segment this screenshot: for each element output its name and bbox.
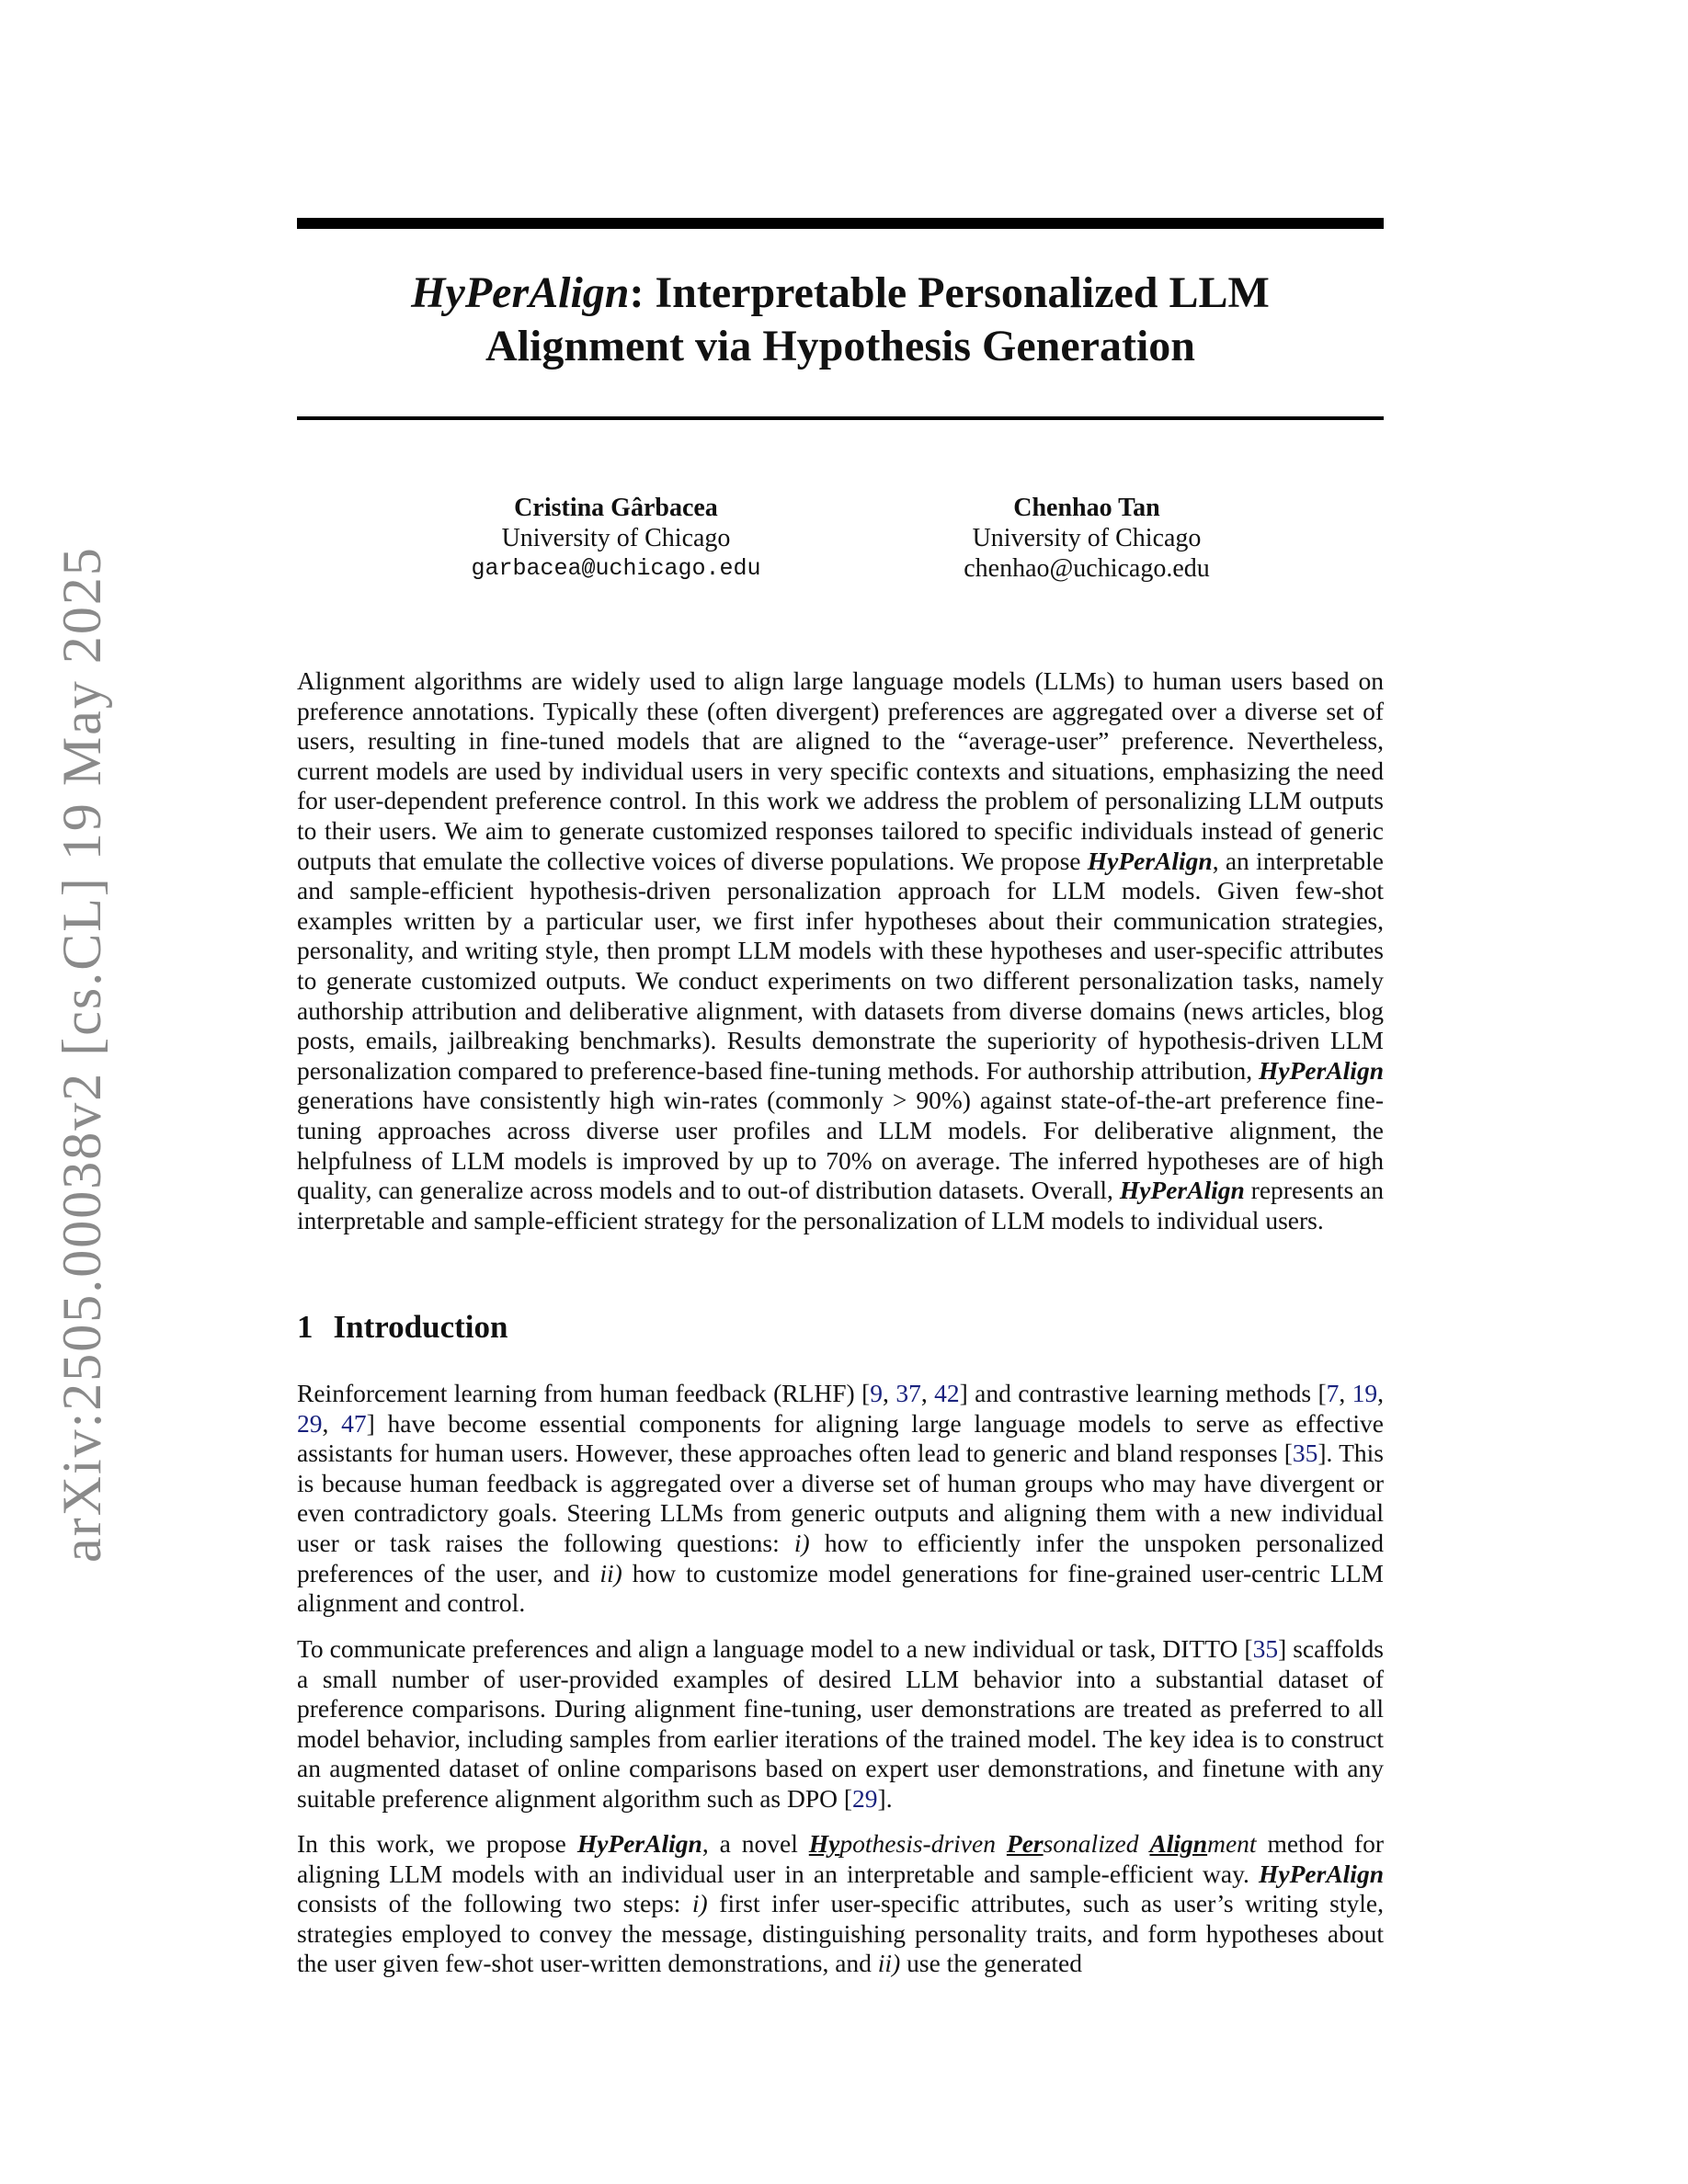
title-method-name: HyPerAlign <box>411 268 630 317</box>
author-block <box>894 493 1280 584</box>
method-name: HyPerAlign <box>1087 846 1213 875</box>
author-name: Cristina Gârbacea <box>514 494 718 522</box>
author-block <box>423 493 809 584</box>
arxiv-identifier: arXiv:2505.00038v2 [cs.CL] 19 May 2025 <box>51 546 112 1563</box>
citation-link[interactable]: 29 <box>297 1408 323 1438</box>
abstract: Alignment algorithms are widely used to align large language models (LLMs) to human users based on preference annotations. Typically these (often divergent) preferences are aggregated over a diverse set of users, resulting in fine-tuned models that are aligned to the “average-user” preference. Nevertheless, current models are used by individual users in very specific contexts and situations, emphasizing the need for user-dependent preference control. In this work we address the problem of personalizing LLM outputs to their users. We aim to generate customized responses tailored to specific individuals instead of generic outputs that emulate the collective voices of diverse populations. We propose HyPerAlign, an interpretable and sample-efficient hypothesis-driven personalization approach for LLM models. Given few-shot examples written by a particular user, we first infer hypotheses about their communication strategies, personality, and writing style, then prompt LLM models with these hypotheses and user-specific attributes to generate customized outputs. We conduct experiments on two different personalization tasks, namely authorship attribution and deliberative alignment, with datasets from diverse domains (news articles, blog posts, emails, jailbreaking benchmarks). Results demonstrate the superiority of hypothesis-driven LLM personalization compared to preference-based fine-tuning methods. For authorship attribution, HyPerAlign generations have consistently high win-rates (commonly > 90%) against state-of-the-art preference fine-tuning approaches across diverse user profiles and LLM models. For deliberative alignment, the helpfulness of LLM models is improved by up to 70% on average. The inferred hypotheses are of high quality, can generalize across models and to out-of distribution datasets. Overall, HyPerAlign represents an interpretable and sample-efficient strategy for the personalization of LLM models to individual users. <box>297 666 1385 1234</box>
author-email[interactable]: chenhao@uchicago.edu <box>964 554 1210 583</box>
citation-link[interactable]: 19 <box>1352 1379 1378 1407</box>
citation-link[interactable]: 35 <box>1292 1439 1318 1468</box>
citation-link[interactable]: 29 <box>852 1783 878 1813</box>
intro-paragraph: Reinforcement learning from human feedback (RLHF) [9, 37, 42] and contrastive learning methods [7, 19, 29, 47] have become essential components for aligning large language models to serve as effective assistants for human users. However, these approaches often lead to generic and bland responses [35]. This is because human feedback is aggregated over a diverse set of human groups who may have divergent or even contradictory goals. Steering LLMs from generic outputs and aligning them with a new individual user or task raises the following questions: i) how to efficiently infer the unspoken personalized preferences of the user, and ii) how to customize model generations for fine-grained user-centric LLM alignment and control. <box>297 1379 1385 1618</box>
paper-title <box>297 267 1384 373</box>
citation-link[interactable]: 37 <box>895 1379 921 1407</box>
method-name: HyPerAlign <box>576 1829 702 1858</box>
section-title: Introduction <box>333 1309 508 1345</box>
title-top-rule <box>297 218 1384 229</box>
intro-paragraph: In this work, we propose HyPerAlign, a novel Hypothesis-driven Personalized Alignment method for aligning LLM models with an individual user in an interpretable and sample-efficient way. HyPerAlign consists of the following two steps: i) first infer user-specific attributes, such as user’s writing style, strategies employed to convey the message, distinguishing personality traits, and form hypotheses about the user given few-shot user-written demonstrations, and ii) use the generated <box>297 1829 1384 1978</box>
citation-link[interactable]: 47 <box>341 1408 367 1438</box>
citation-link[interactable]: 9 <box>870 1379 884 1407</box>
title-line1-rest: : Interpretable Personalized LLM <box>629 268 1270 317</box>
section-number: 1 <box>297 1309 314 1345</box>
author-name: Chenhao Tan <box>1013 494 1160 522</box>
author-email[interactable]: garbacea@uchicago.edu <box>471 555 761 582</box>
title-bottom-rule <box>297 416 1384 420</box>
author-affiliation: University of Chicago <box>972 524 1202 552</box>
citation-link[interactable]: 42 <box>934 1379 960 1407</box>
citation-link[interactable]: 7 <box>1326 1379 1340 1407</box>
citation-link[interactable]: 35 <box>1252 1634 1279 1663</box>
method-name: HyPerAlign <box>1259 1055 1384 1085</box>
title-line2: Alignment via Hypothesis Generation <box>485 322 1195 370</box>
section-heading-introduction <box>297 1309 508 1346</box>
method-name: HyPerAlign <box>1119 1176 1245 1205</box>
author-affiliation: University of Chicago <box>501 524 731 552</box>
method-name: HyPerAlign <box>1259 1859 1384 1888</box>
intro-paragraph: To communicate preferences and align a language model to a new individual or task, DITTO [35] scaffolds a small number of user-provided examples of desired LLM behavior into a substantial dataset of preference comparisons. During alignment fine-tuning, user demonstrations are treated as preferred to all model behavior, including samples from earlier iterations of the trained model. The key idea is to construct an augmented dataset of online comparisons based on expert user demonstrations, and finetune with any suitable preference alignment algorithm such as DPO [29]. <box>297 1634 1384 1813</box>
